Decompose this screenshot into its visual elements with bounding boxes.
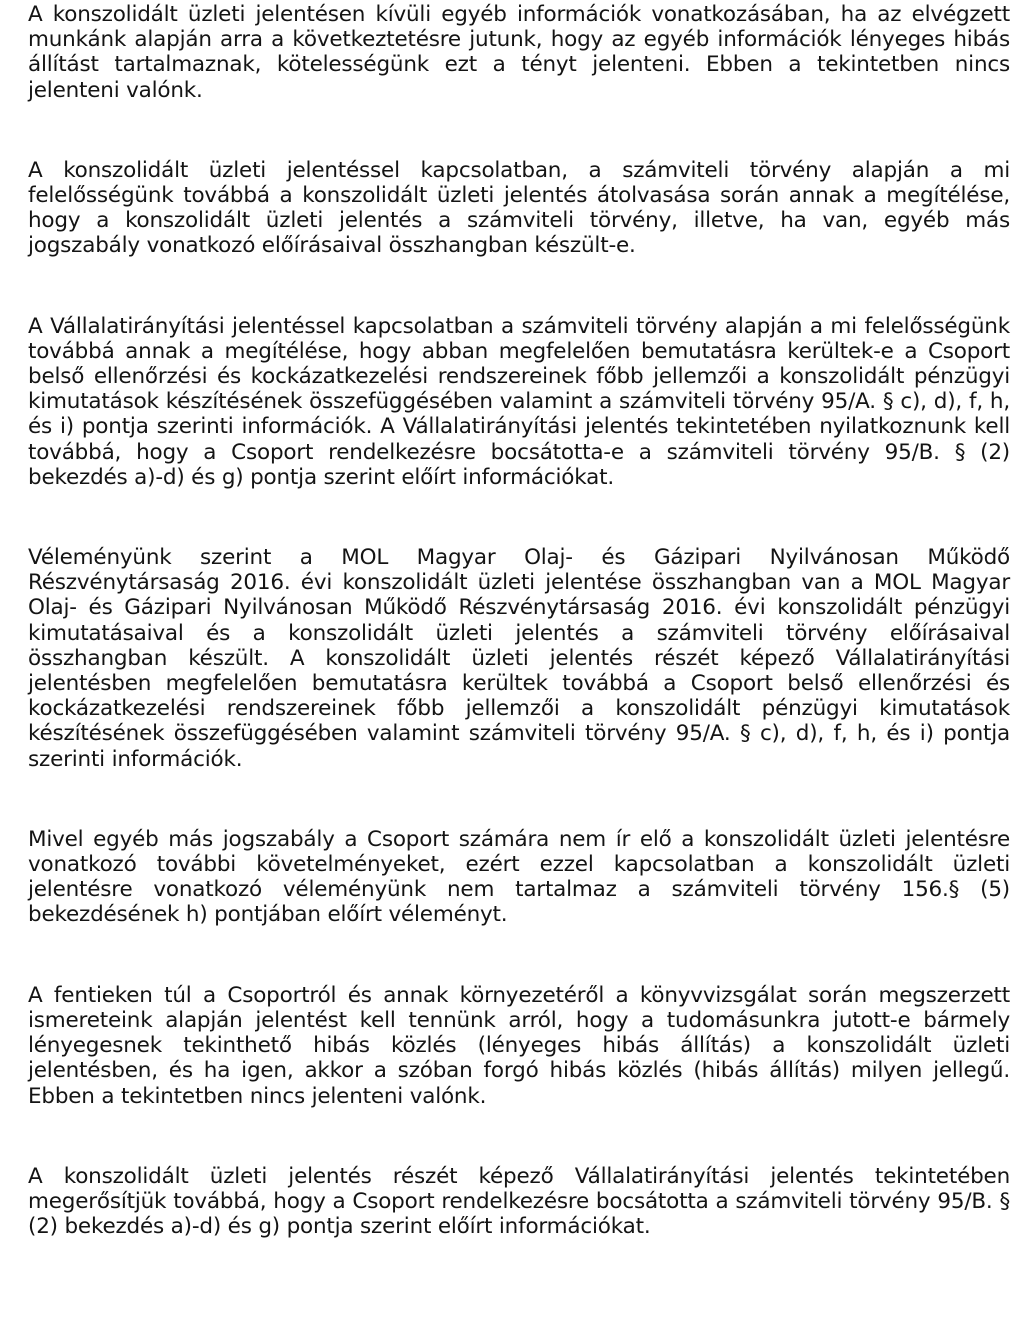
document-page (28, 2, 1010, 1239)
paragraph-governance-report-responsibility: A Vállalatirányítási jelentéssel kapcsolatban a számviteli törvény alapján a mi felelősségünk továbbá annak a megítélése, hogy abban megfelelően bemutatásra kerültek-e a Csoport belső ellenőrzési és kockázatkezelési rendszereinek főbb jellemzői a konszolidált pénzügyi kimutatások készítésének összefüggésében valamint a számviteli törvény 95/A. § c), d), f, h, és i) pontja szerinti információk. A Vállalatirányítási jelentés tekintetében nyilatkoznunk kell továbbá, hogy a Csoport rendelkezésre bocsátotta-e a számviteli törvény 95/B. § (2) bekezdés a)-d) és g) pontja szerint előírt információkat. (28, 313, 1010, 490)
paragraph-other-information: A konszolidált üzleti jelentésen kívüli egyéb információk vonatkozásában, ha az elvégzett munkánk alapján arra a következtetésre jutunk, hogy az egyéb információk lényeges hibás állítást tartalmaznak, kötelességünk ezt a tényt jelenteni. Ebben a tekintetben nincs jelenteni valónk. (28, 2, 1010, 103)
paragraph-misstatement-reporting: A fentieken túl a Csoportról és annak környezetéről a könyvvizsgálat során megszerzett ismereteink alapján jelentést kell tennünk arról, hogy a tudomásunkra jutott-e bármely lényegesnek tekinthető hibás közlés (lényeges hibás állítás) a konszolidált üzleti jelentésben, és ha igen, akkor a szóban forgó hibás közlés (hibás állítás) milyen jellegű. Ebben a tekintetben nincs jelenteni valónk. (28, 982, 1010, 1109)
paragraph-business-report-responsibility: A konszolidált üzleti jelentéssel kapcsolatban, a számviteli törvény alapján a mi felelősségünk továbbá a konszolidált üzleti jelentés átolvasása során annak a megítélése, hogy a konszolidált üzleti jelentés a számviteli törvény, illetve, ha van, egyéb más jogszabály vonatkozó előírásaival összhangban készült-e. (28, 157, 1010, 259)
paragraph-opinion: Véleményünk szerint a MOL Magyar Olaj- és Gázipari Nyilvánosan Működő Részvénytársaság 2016. évi konszolidált üzleti jelentése összhangban van a MOL Magyar Olaj- és Gázipari Nyilvánosan Működő Részvénytársaság 2016. évi konszolidált pénzügyi kimutatásaival és a konszolidált üzleti jelentés a számviteli törvény előírásaival összhangban készült. A konszolidált üzleti jelentés részét képező Vállalatirányítási jelentésben megfelelően bemutatásra kerültek továbbá a Csoport belső ellenőrzési és kockázatkezelési rendszereinek főbb jellemzői a konszolidált pénzügyi kimutatások készítésének összefüggésében valamint számviteli törvény 95/A. § c), d), f, h, és i) pontja szerinti információk. (28, 545, 1010, 772)
paragraph-other-legislation: Mivel egyéb más jogszabály a Csoport számára nem ír elő a konszolidált üzleti jelentésre vonatkozó további követelményeket, ezért ezzel kapcsolatban a konszolidált üzleti jelentésre vonatkozó véleményünk nem tartalmaz a számviteli törvény 156.§ (5) bekezdésének h) pontjában előírt véleményt. (28, 826, 1010, 928)
paragraph-governance-confirmation: A konszolidált üzleti jelentés részét képező Vállalatirányítási jelentés tekintetében megerősítjük továbbá, hogy a Csoport rendelkezésre bocsátotta a számviteli törvény 95/B. § (2) bekezdés a)-d) és g) pontja szerint előírt információkat. (28, 1163, 1010, 1240)
